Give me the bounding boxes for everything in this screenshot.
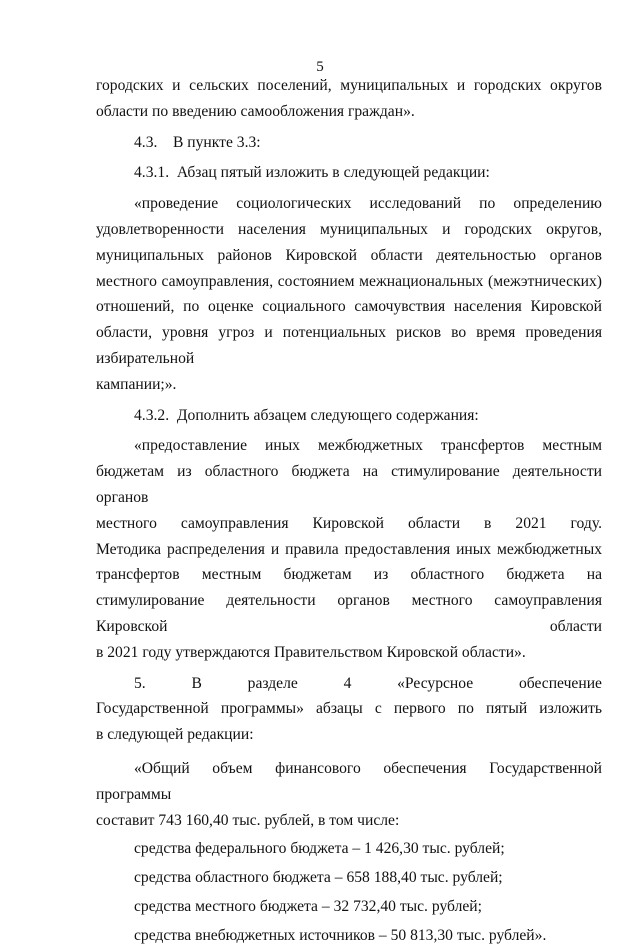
document-body bbox=[96, 73, 602, 949]
list-item: средства областного бюджета – 658 188,40 тыс. рублей; bbox=[134, 869, 503, 887]
word: поселений, bbox=[257, 77, 332, 94]
word: муниципальных bbox=[340, 77, 449, 94]
list-item: средства внебюджетных источников – 50 813,30 тыс. рублей». bbox=[134, 926, 547, 944]
word: Кировской bbox=[312, 514, 384, 532]
word: городских bbox=[473, 77, 542, 94]
word: «предоставление bbox=[134, 437, 248, 455]
section-4-3-1-heading: 4.3.1. Абзац пятый изложить в следующей редакции: bbox=[134, 164, 490, 182]
word: округов bbox=[550, 77, 602, 94]
word: 4 bbox=[343, 674, 352, 692]
word: «проведение bbox=[134, 195, 219, 213]
word: по bbox=[479, 195, 496, 213]
paragraph-6-line-3 bbox=[96, 511, 602, 537]
word: трансфертов bbox=[440, 437, 525, 455]
section-5-line-2: Государственной программы» абзацы с первого по пятый изложить bbox=[96, 700, 602, 718]
paragraph-1-line-1 bbox=[96, 73, 602, 99]
list-item: средства федерального бюджета – 1 426,30 тыс. рублей; bbox=[134, 840, 505, 858]
word: определению bbox=[513, 195, 602, 213]
funding-paragraph-last-line: составит 743 160,40 тыс. рублей, в том числе: bbox=[96, 811, 400, 829]
word: в bbox=[484, 514, 492, 532]
word: 2021 bbox=[515, 514, 547, 532]
word: 5. bbox=[134, 674, 146, 692]
word: году. bbox=[570, 514, 602, 532]
paragraph-4-body: удовлетворенности населения муниципальных и городских округов, муниципальных районов Кировской области деятельностью органов местного самоуправления, состоянием межнациональных (межэтнических) отношений, по оценке социального самочувствия населения Кировской области, уровня угроз и потенциальных рисков во время проведения избирательной bbox=[96, 220, 602, 367]
word: городских bbox=[96, 77, 164, 94]
paragraph-6-body: Методика распределения и правила предоставления иных межбюджетных трансфертов местным бюджетам из областного бюджета на стимулирование деятельности органов местного самоуправления Кировской области bbox=[96, 540, 602, 635]
page-number: 5 bbox=[316, 59, 324, 75]
list-item: средства местного бюджета – 32 732,40 тыс. рублей; bbox=[134, 897, 482, 915]
paragraph-4-line-1 bbox=[96, 191, 602, 217]
section-4-3-2-heading: 4.3.2. Дополнить абзацем следующего содержания: bbox=[134, 406, 479, 424]
word: самоуправления bbox=[180, 514, 289, 532]
paragraph-6-line-2: бюджетам из областного бюджета на стимулирование деятельности органов bbox=[96, 463, 602, 506]
word: местным bbox=[542, 437, 602, 455]
word: исследований bbox=[369, 195, 462, 213]
word: и bbox=[456, 77, 466, 94]
paragraph-6-line-1 bbox=[96, 433, 602, 459]
funding-paragraph-line-1: «Общий объем финансового обеспечения Государственной программы bbox=[96, 759, 602, 803]
paragraph-1-line-2: области по введению самообложения граждан». bbox=[96, 102, 415, 120]
word: «Ресурсное bbox=[397, 674, 474, 692]
word: В bbox=[191, 674, 202, 692]
word: межбюджетных bbox=[317, 437, 423, 455]
word: иных bbox=[265, 437, 300, 455]
word: социологических bbox=[236, 195, 352, 213]
funding-sources-list bbox=[96, 836, 602, 948]
word: сельских bbox=[189, 77, 249, 94]
paragraph-4-last-line: кампании;». bbox=[96, 375, 177, 393]
word: и bbox=[172, 77, 181, 94]
paragraph-6-last-line: в 2021 году утверждаются Правительством Кировской области». bbox=[96, 643, 526, 661]
word: местного bbox=[96, 514, 157, 532]
section-5-line-1 bbox=[96, 671, 602, 697]
section-4-3-heading: 4.3. В пункте 3.3: bbox=[134, 133, 261, 151]
section-5-last-line: в следующей редакции: bbox=[96, 726, 254, 744]
word: разделе bbox=[247, 674, 298, 692]
word: области bbox=[407, 514, 461, 532]
word: обеспечение bbox=[518, 674, 602, 692]
